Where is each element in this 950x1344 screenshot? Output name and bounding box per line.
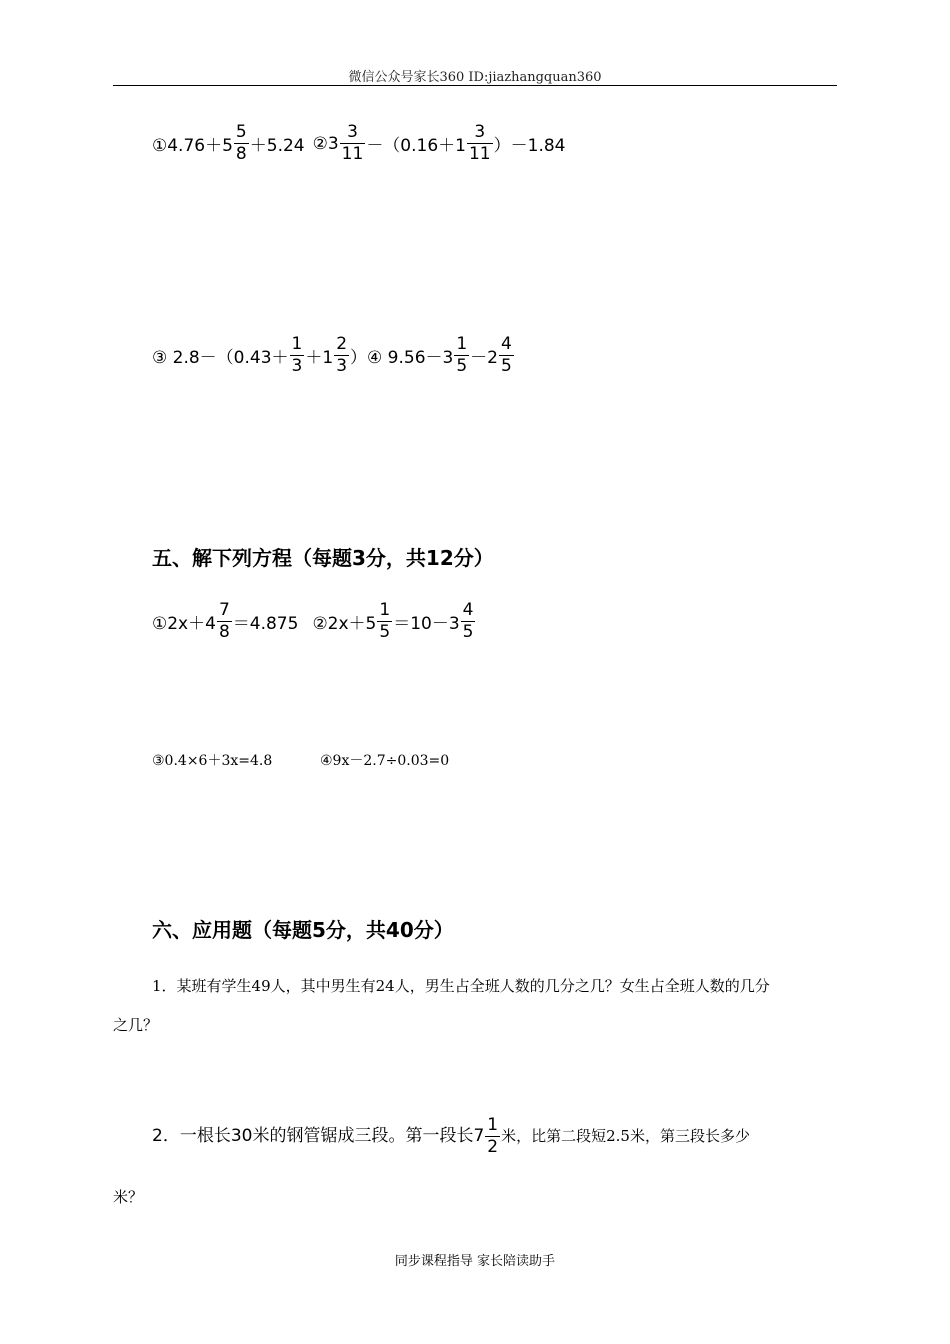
expr-3-mid: ＋1 [305,348,334,368]
expr-1-prefix: ①4.76＋5 [152,136,233,156]
expr-4-prefix: ④ 9.56－3 [367,348,454,368]
fraction: $\frac{7}{8}$ [218,600,230,642]
header-rule [113,85,837,86]
expr-2-suffix: ）－1.84 [493,136,566,156]
equation-3: ③0.4×6＋3x=4.8 [152,753,273,769]
calc-row-2 [152,336,515,375]
eq-1-prefix: ①2x＋4 [152,614,216,634]
page-footer: 同步课程指导 家长陪读助手 [394,1254,556,1269]
fraction: $\frac{1}{5}$ [456,334,468,376]
eq-1-suffix: ＝4.875 [232,614,299,634]
page-header: 微信公众号家长360 ID:jiazhangquan360 [348,70,602,85]
fraction: $\frac{1}{3}$ [291,334,303,376]
fraction: $\frac{2}{3}$ [336,334,348,376]
section-6-title: 六、应用题（每题5分，共40分） [152,918,454,942]
fraction: $\frac{1}{5}$ [379,600,391,642]
fraction: $\frac{3}{11}$ [468,122,491,164]
problem-1-line-1: 1．某班有学生49人，其中男生有24人，男生占全班人数的几分之几？女生占全班人数的几分 [152,977,770,995]
problem-2-suffix: 米，比第二段短2.5米，第三段长多少 [501,1127,750,1145]
expr-3-suffix: ） [350,348,368,368]
problem-2-prefix: 2．一根长30米的钢管锯成三段。第一段长7 [152,1126,485,1146]
expr-3-prefix: ③ 2.8－（0.43＋ [152,348,289,368]
problem-1-line-2: 之几？ [113,1016,159,1034]
problem-2-line-1 [152,1117,750,1156]
calc-row-1 [152,124,565,163]
fraction: $\frac{3}{11}$ [341,122,364,164]
expr-2-mid: －（0.16＋1 [366,136,466,156]
section-5-title: 五、解下列方程（每题3分，共12分） [152,546,494,570]
expr-4-mid: －2 [470,348,498,368]
expr-2-prefix: ②3 [312,133,339,154]
fraction: $\frac{1}{2}$ [487,1115,499,1157]
fraction: $\frac{4}{5}$ [462,600,474,642]
fraction: $\frac{4}{5}$ [500,334,512,376]
equation-row-1 [152,602,476,641]
problem-2-line-2: 米？ [113,1188,144,1206]
fraction: $\frac{5}{8}$ [235,122,247,164]
eq-2-mid: ＝10－3 [393,614,460,634]
expr-1-suffix: ＋5.24 [249,136,305,156]
eq-2-prefix: ②2x＋5 [312,614,377,634]
equation-4: ④9x－2.7÷0.03=0 [320,753,450,769]
